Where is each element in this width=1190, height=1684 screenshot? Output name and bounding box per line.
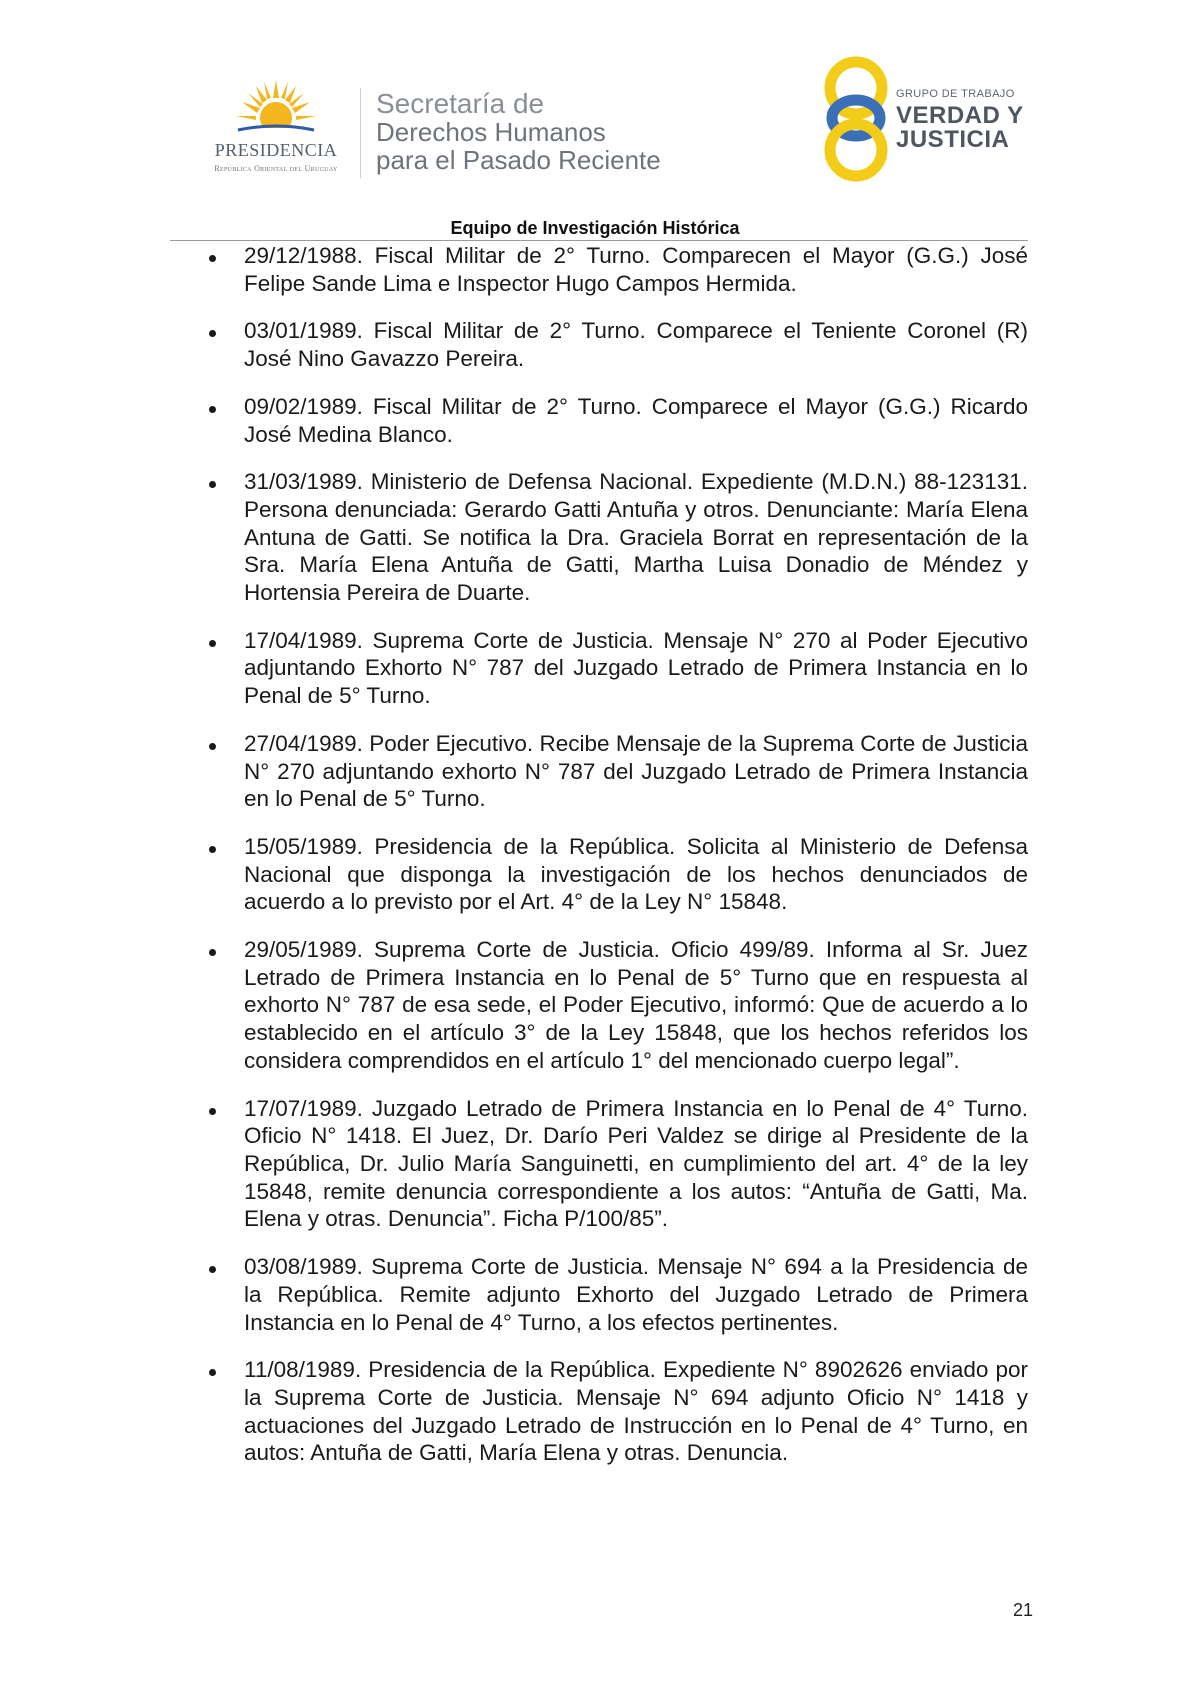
logo-divider (360, 88, 361, 178)
bullet-icon (209, 743, 216, 750)
page-header (0, 0, 1190, 260)
list-item (205, 1095, 1028, 1234)
chronology-list (205, 242, 1028, 1487)
list-item (205, 936, 1028, 1075)
list-item (205, 1253, 1028, 1336)
bullet-icon (209, 846, 216, 853)
vyj-title-line-1: VERDAD Y (896, 102, 1024, 129)
bullet-icon (209, 949, 216, 956)
team-title: Equipo de Investigación Histórica (450, 218, 740, 238)
sun-emblem-icon (234, 78, 318, 140)
entry-text: 09/02/1989. Fiscal Militar de 2° Turno. Comparece el Mayor (G.G.) Ricardo José Medina Blanco. (244, 393, 1028, 447)
entry-text: 15/05/1989. Presidencia de la República. Solicita al Ministerio de Defensa Nacional que disponga la investigación de los hechos denunciados de acuerdo a lo previsto por el Art. 4° de la Ley N° 15848. (244, 833, 1028, 915)
list-item (205, 627, 1028, 710)
entry-text: 17/04/1989. Suprema Corte de Justicia. Mensaje N° 270 al Poder Ejecutivo adjuntando Exhorto N° 787 del Juzgado Letrado de Primera Instancia en lo Penal de 5° Turno. (244, 627, 1028, 709)
entry-text: 31/03/1989. Ministerio de Defensa Nacional. Expediente (M.D.N.) 88-123131. Persona denunciada: Gerardo Gatti Antuña y otros. Denunciante: María Elena Antuna de Gatti. Se notifica la Dra. Graciela Borrat en representación de la Sra. María Elena Antuña de Gatti, Martha Luisa Donadio de Méndez y Hortensia Pereira de Duarte. (244, 469, 1028, 606)
bullet-icon (209, 1369, 216, 1376)
presidencia-logo (196, 78, 356, 178)
vyj-subtitle: GRUPO DE TRABAJO (896, 88, 1015, 100)
bullet-icon (209, 640, 216, 647)
list-item (205, 317, 1028, 372)
header-rule (170, 240, 1028, 241)
secretaria-line-1: Secretaría de (376, 88, 545, 119)
list-item (205, 833, 1028, 916)
entry-text: 17/07/1989. Juzgado Letrado de Primera Instancia en lo Penal de 4° Turno. Oficio N° 1418. El Juez, Dr. Darío Peri Valdez se dirige al Presidente de la República, Dr. Julio María Sanguinetti, en cumplimiento del art. 4° de la ley 15848, remite denuncia correspondiente a los autos: “Antuña de Gatti, Ma. Elena y otras. Denuncia”. Ficha P/100/85”. (244, 1095, 1028, 1232)
list-item (205, 1356, 1028, 1467)
bullet-icon (209, 481, 216, 488)
bullet-icon (209, 330, 216, 337)
bullet-icon (209, 255, 216, 262)
bullet-icon (209, 406, 216, 413)
entry-text: 27/04/1989. Poder Ejecutivo. Recibe Mensaje de la Suprema Corte de Justicia N° 270 adjuntando exhorto N° 787 del Juzgado Letrado de Primera Instancia en lo Penal de 5° Turno. (244, 730, 1028, 812)
secretaria-title (376, 90, 661, 174)
entry-text: 03/08/1989. Suprema Corte de Justicia. Mensaje N° 694 a la Presidencia de la República. Remite adjunto Exhorto del Juzgado Letrado de Primera Instancia en lo Penal de 4° Turno, a los efectos pertinentes. (244, 1254, 1028, 1335)
list-item (205, 242, 1028, 297)
presidencia-name: PRESIDENCIA (214, 140, 338, 160)
entry-text: 03/01/1989. Fiscal Militar de 2° Turno. Comparece el Teniente Coronel (R) José Nino Gavazzo Pereira. (244, 318, 1028, 372)
list-item (205, 393, 1028, 448)
bullet-icon (209, 1266, 216, 1273)
secretaria-line-3: para el Pasado Reciente (376, 145, 661, 175)
page-number: 21 (1012, 1600, 1033, 1620)
bullet-icon (209, 1108, 216, 1115)
verdad-justicia-logo (822, 56, 1032, 186)
entry-text: 11/08/1989. Presidencia de la República. Expediente N° 8902626 enviado por la Suprema Corte de Justicia. Mensaje N° 694 adjunto Oficio N° 1418 y actuaciones del Juzgado Letrado de Instrucción en lo Penal de 4° Turno, en autos: Antuña de Gatti, María Elena y otras. Denuncia. (244, 1357, 1028, 1466)
list-item (205, 468, 1028, 607)
secretaria-line-2: Derechos Humanos (376, 117, 606, 147)
presidencia-subtitle: República Oriental del Uruguay (214, 164, 338, 173)
vyj-title-line-2: JUSTICIA (896, 126, 1010, 153)
entry-text: 29/05/1989. Suprema Corte de Justicia. Oficio 499/89. Informa al Sr. Juez Letrado de Primera Instancia en lo Penal de 5° Turno que en respuesta al exhorto N° 787 de esa sede, el Poder Ejecutivo, informó: Que de acuerdo a lo establecido en el artículo 3° de la Ley 15848, que los hechos referidos los considera comprendidos en el artículo 1° del mencionado cuerpo legal”. (244, 937, 1028, 1073)
list-item (205, 730, 1028, 813)
entry-text: 29/12/1988. Fiscal Militar de 2° Turno. Comparecen el Mayor (G.G.) José Felipe Sande Lima e Inspector Hugo Campos Hermida. (244, 243, 1028, 296)
linked-rings-icon (822, 56, 890, 182)
